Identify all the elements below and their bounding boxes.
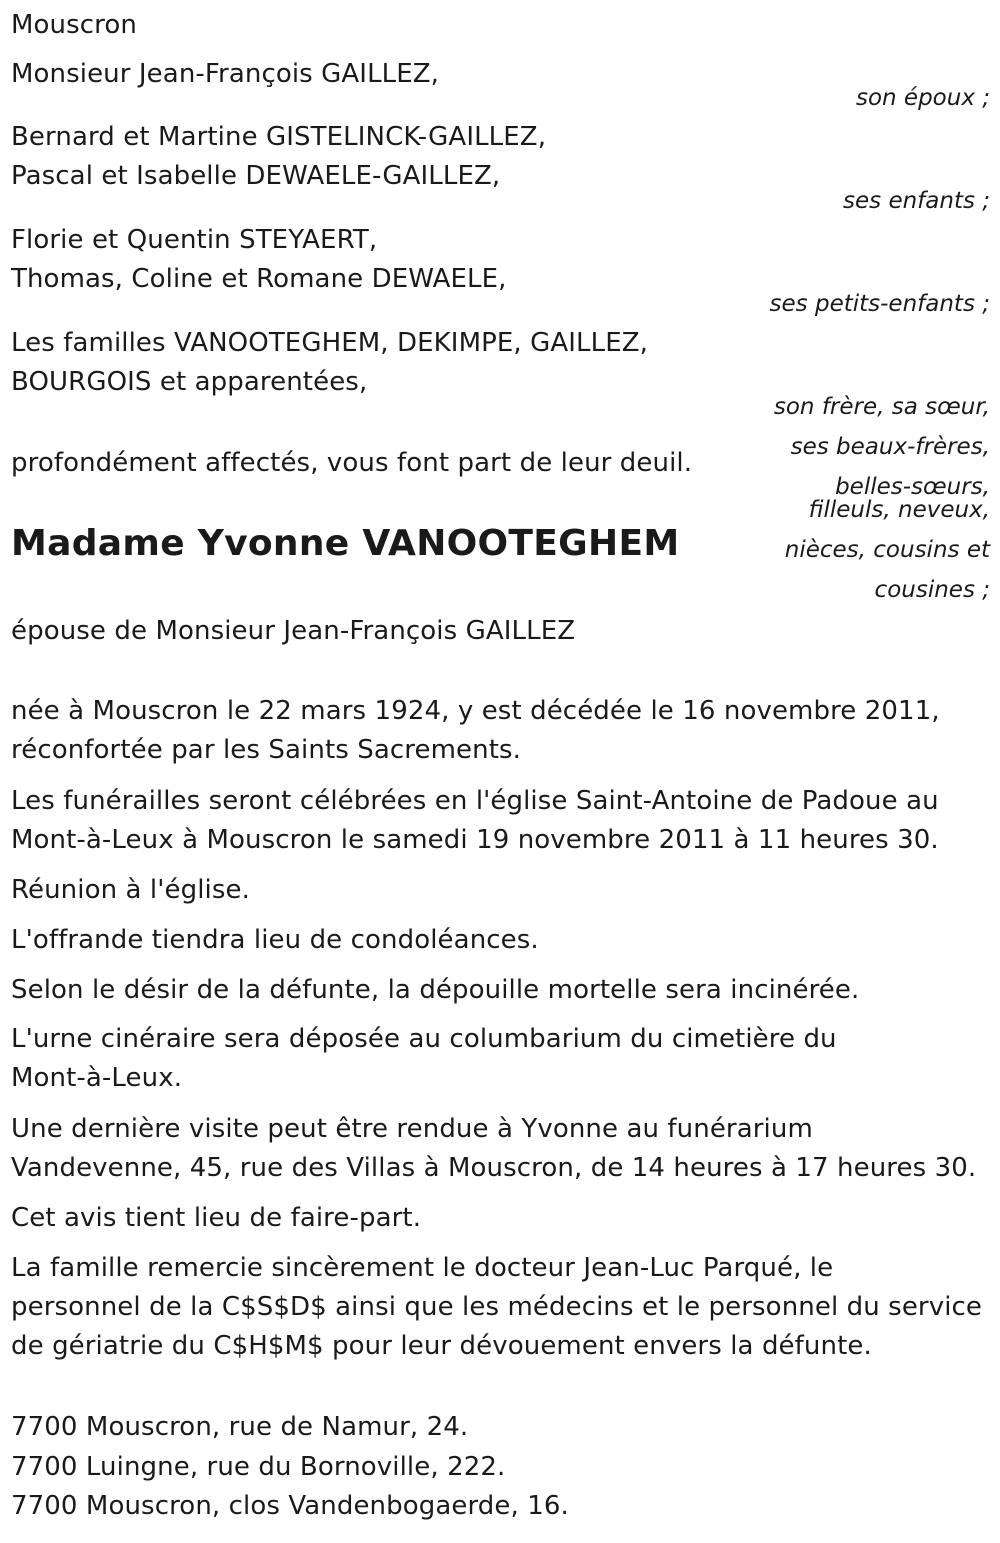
relation-families-2: ses beaux-frères, <box>790 434 990 460</box>
relation-families-6: cousines ; <box>874 577 990 603</box>
thanks-line-1: La famille remercie sincèrement le docteur Jean-Luc Parqué, le <box>11 1253 834 1283</box>
relation-families-1: son frère, sa sœur, <box>773 394 990 420</box>
relation-children: ses enfants ; <box>843 188 990 214</box>
address-3: 7700 Mouscron, clos Vandenbogaerde, 16. <box>11 1491 569 1521</box>
relation-families-5: nièces, cousins et <box>784 537 990 563</box>
mourner-families-1: Les familles VANOOTEGHEM, DEKIMPE, GAILLEZ, <box>11 328 649 358</box>
mourner-spouse: Monsieur Jean-François GAILLEZ, <box>11 59 440 89</box>
mourner-families-2: BOURGOIS et apparentées, <box>11 367 368 397</box>
relation-spouse: son époux ; <box>855 85 990 111</box>
thanks-line-3: de gériatrie du C$H$M$ pour leur dévouement envers la défunte. <box>11 1331 872 1361</box>
mourner-child-2: Pascal et Isabelle DEWAELE-GAILLEZ, <box>11 161 501 191</box>
meeting-line: Réunion à l'église. <box>11 875 250 905</box>
address-2: 7700 Luingne, rue du Bornoville, 222. <box>11 1452 506 1482</box>
thanks-line-2: personnel de la C$S$D$ ainsi que les médecins et le personnel du service <box>11 1292 983 1322</box>
visit-line-2: Vandevenne, 45, rue des Villas à Mouscron, de 14 heures à 17 heures 30. <box>11 1153 977 1183</box>
birth-death-line-2: réconfortée par les Saints Sacrements. <box>11 735 522 765</box>
relation-grandchildren: ses petits-enfants ; <box>769 291 990 317</box>
mourner-child-1: Bernard et Martine GISTELINCK-GAILLEZ, <box>11 122 547 152</box>
relation-families-3: belles-sœurs, <box>835 474 990 500</box>
notice-line: Cet avis tient lieu de faire-part. <box>11 1203 422 1233</box>
funeral-line-1: Les funérailles seront célébrées en l'église Saint-Antoine de Padoue au <box>11 786 939 816</box>
mourner-grandchild-1: Florie et Quentin STEYAERT, <box>11 225 378 255</box>
offering-line: L'offrande tiendra lieu de condoléances. <box>11 925 539 955</box>
address-1: 7700 Mouscron, rue de Namur, 24. <box>11 1412 469 1442</box>
mourner-grandchild-2: Thomas, Coline et Romane DEWAELE, <box>11 264 507 294</box>
relation-families-4: filleuls, neveux, <box>808 497 990 523</box>
urn-line-1: L'urne cinéraire sera déposée au columbarium du cimetière du <box>11 1024 837 1054</box>
spouse-line: épouse de Monsieur Jean-François GAILLEZ <box>11 616 576 646</box>
wish-line: Selon le désir de la défunte, la dépouille mortelle sera incinérée. <box>11 975 860 1005</box>
urn-line-2: Mont-à-Leux. <box>11 1063 183 1093</box>
deceased-name: Madame Yvonne VANOOTEGHEM <box>11 523 680 564</box>
funeral-line-2: Mont-à-Leux à Mouscron le samedi 19 novembre 2011 à 11 heures 30. <box>11 825 939 855</box>
city-header: Mouscron <box>11 10 137 40</box>
visit-line-1: Une dernière visite peut être rendue à Yvonne au funérarium <box>11 1114 813 1144</box>
birth-death-line-1: née à Mouscron le 22 mars 1924, y est décédée le 16 novembre 2011, <box>11 696 940 726</box>
announcement-intro: profondément affectés, vous font part de leur deuil. <box>11 448 693 478</box>
